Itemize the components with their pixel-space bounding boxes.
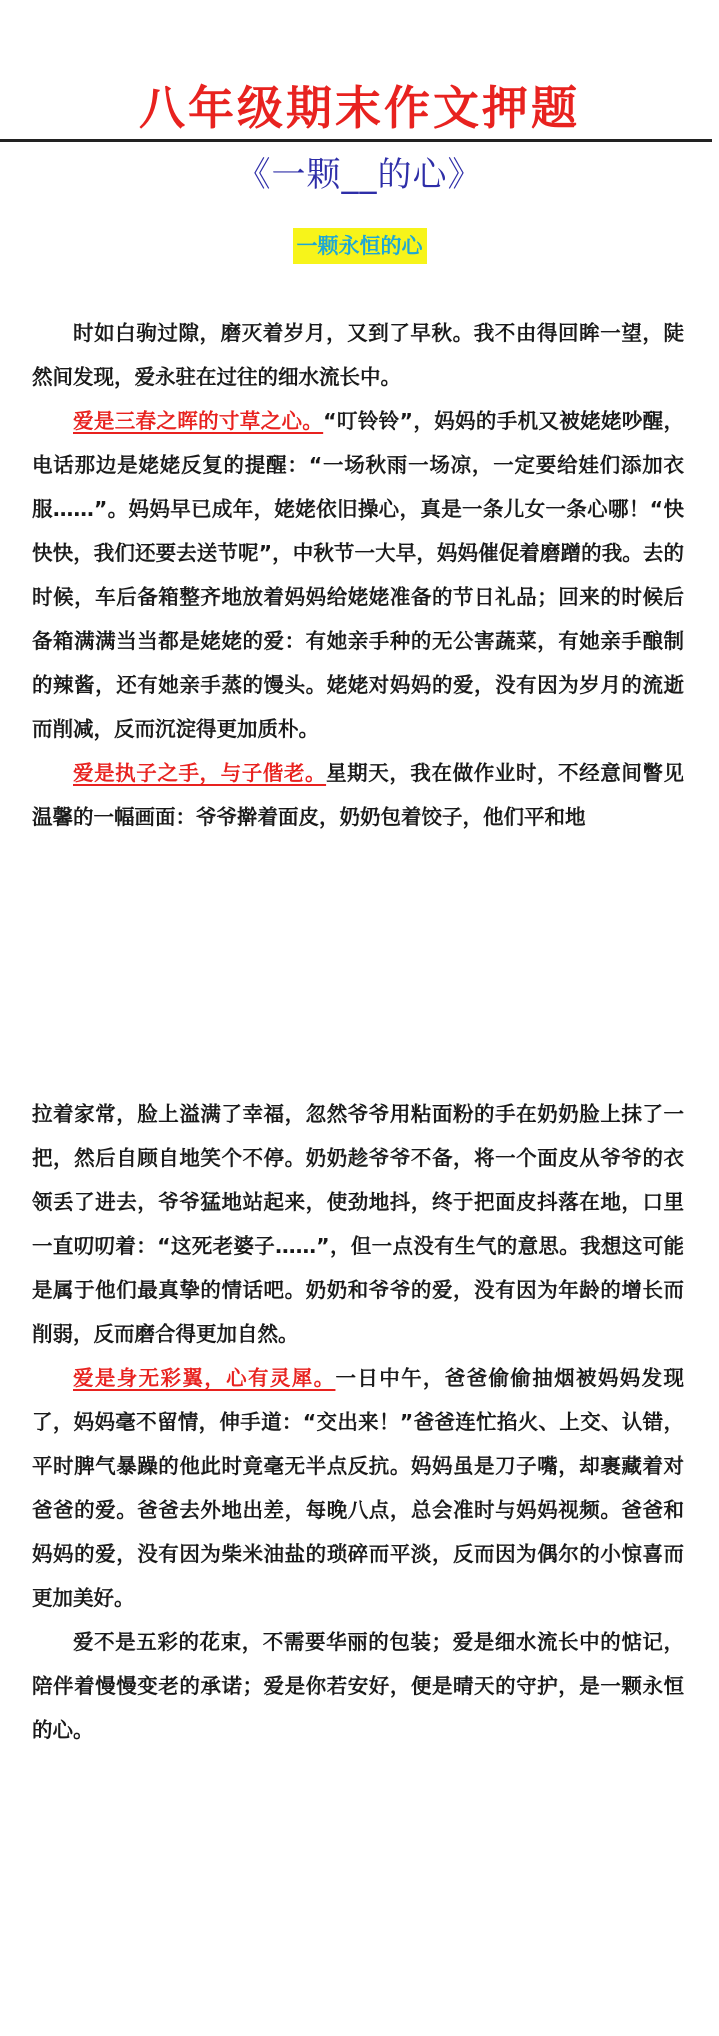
essay-paragraph-3 [32, 751, 684, 839]
paragraph-4-text: 一日中午，爸爸偷偷抽烟被妈妈发现了，妈妈毫不留情，伸手道：“交出来！”爸爸连忙掐火、上交、认错，平时脾气暴躁的他此时竟毫无半点反抗。妈妈虽是刀子嘴，却裹藏着对爸爸的爱。爸爸去外地出差，每晚八点，总会准时与妈妈视频。爸爸和妈妈的爱，没有因为柴米油盐的琐碎而平淡，反而因为偶尔的小惊喜而更加美好。 [32, 1366, 685, 1610]
essay-paragraph-4 [32, 1356, 684, 1620]
paragraph-3-text-a: 星期天，我在做作业时，不经意间瞥见温馨的一幅画面：爷爷擀着面皮，奶奶包着饺子，他们平和地 [32, 761, 685, 829]
paragraph-3-text-b: 拉着家常，脸上溢满了幸福，忽然爷爷用粘面粉的手在奶奶脸上抹了一把，然后自顾自地笑个不停。奶奶趁爷爷不备，将一个面皮从爷爷的衣领丢了进去，爷爷猛地站起来，使劲地抖，终于把面皮抖落在地，口里一直叨叨着：“这死老婆子……”，但一点没有生气的意思。我想这可能是属于他们最真挚的情话吧。奶奶和爷爷的爱，没有因为年龄的增长而削弱，反而磨合得更加自然。 [32, 1102, 684, 1346]
essay-body-part-2 [32, 1092, 684, 1752]
essay-paragraph-1 [32, 311, 684, 399]
essay-title-wrapper [0, 228, 719, 264]
paragraph-2-text: “叮铃铃”，妈妈的手机又被姥姥吵醒，电话那边是姥姥反复的提醒：“一场秋雨一场凉，一定要给娃们添加衣服……”。妈妈早已成年，姥姥依旧操心，真是一条儿女一条心哪！“快快快，我们还要去送节呢”，中秋节一大早，妈妈催促着磨蹭的我。去的时候，车后备箱整齐地放着妈妈给姥姥准备的节日礼品；回来的时候后备箱满满当当都是姥姥的爱：有她亲手种的无公害蔬菜，有她亲手酿制的辣酱，还有她亲手蒸的馒头。姥姥对妈妈的爱，没有因为岁月的流逝而削减，反而沉淀得更加质朴。 [32, 409, 685, 741]
essay-paragraph-5 [32, 1620, 684, 1752]
paragraph-5-text: 爱不是五彩的花束，不需要华丽的包装；爱是细水流长中的惦记，陪伴着慢慢变老的承诺；爱是你若安好，便是晴天的守护，是一颗永恒的心。 [32, 1630, 684, 1742]
paragraph-3-highlight: 爱是执子之手，与子偕老。 [73, 761, 327, 785]
page-subtitle: 《一颗__的心》 [236, 155, 483, 195]
title-divider [0, 139, 712, 142]
essay-paragraph-3-continued [32, 1092, 684, 1356]
essay-body-part-1 [32, 311, 684, 839]
paragraph-1-text: 时如白驹过隙，磨灭着岁月，又到了早秋。我不由得回眸一望，陡然间发现，爱永驻在过往的细水流长中。 [32, 321, 684, 389]
essay-title: 一颗永恒的心 [293, 228, 427, 264]
essay-paragraph-2 [32, 399, 684, 751]
paragraph-4-highlight: 爱是身无彩翼，心有灵犀。 [73, 1366, 336, 1390]
page-title: 八年级期末作文押题 [139, 81, 580, 135]
paragraph-2-highlight: 爱是三春之晖的寸草之心。 [73, 409, 324, 433]
